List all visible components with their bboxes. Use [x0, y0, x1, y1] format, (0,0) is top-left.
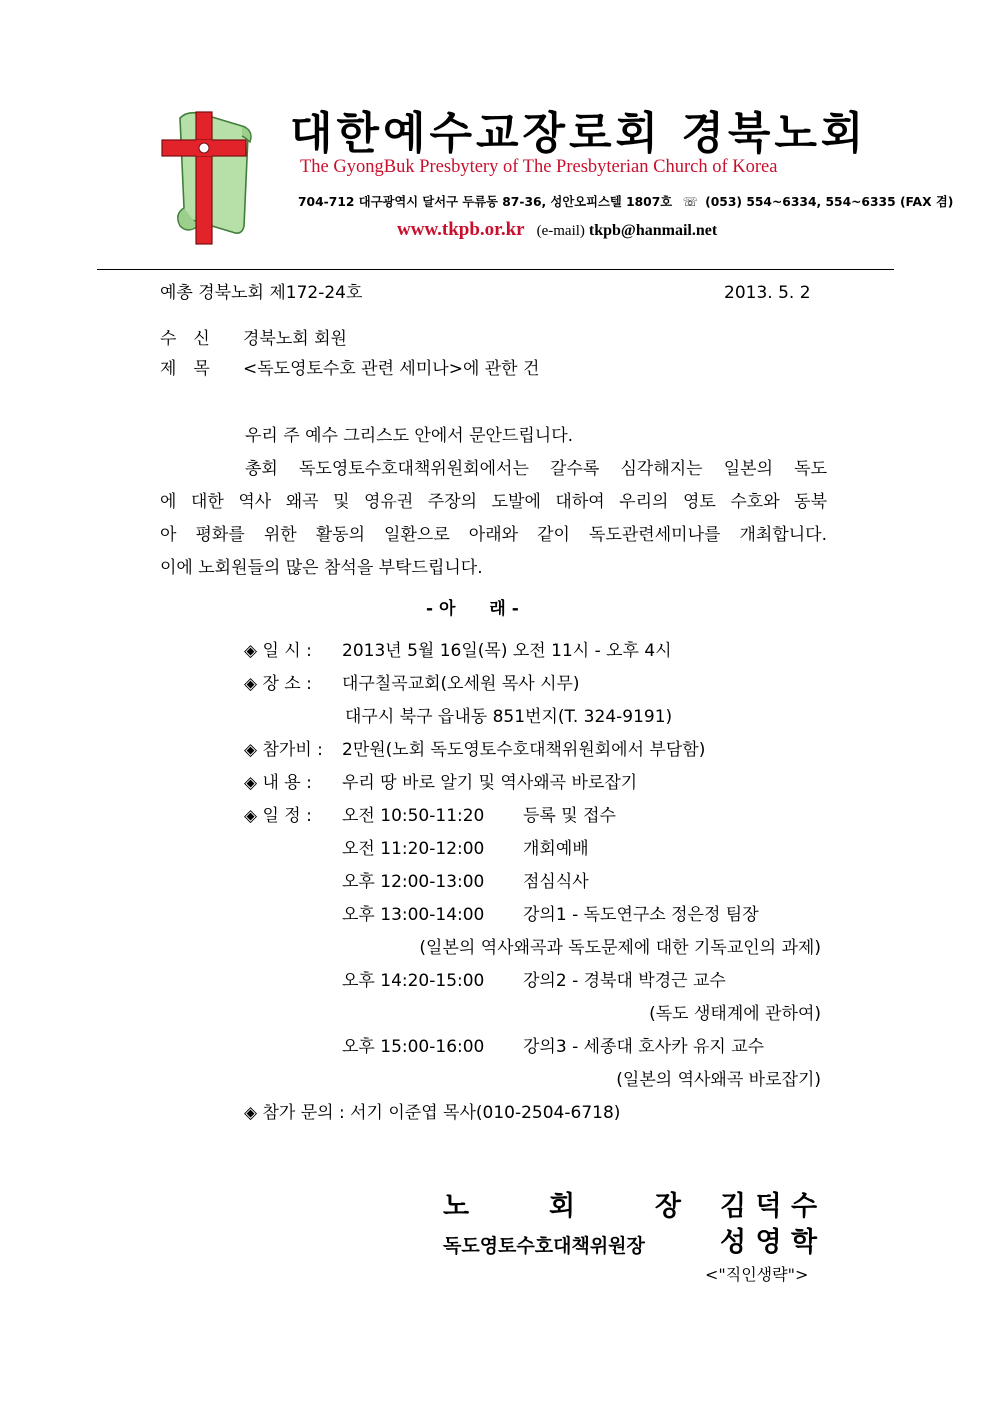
schedule-event: 개회예배: [523, 839, 589, 859]
greeting: 우리 주 예수 그리스도 안에서 문안드립니다.: [245, 426, 574, 446]
date-value: 2013년 5월 16일(목) 오전 11시 - 오후 4시: [342, 641, 672, 661]
email-label: (e-mail): [536, 223, 585, 239]
address: 704-712 대구광역시 달서구 두류동 87-36, 성안오피스텔 1807호: [298, 195, 673, 209]
diamond-bullet-icon: ◈: [244, 773, 258, 793]
diamond-bullet-icon: ◈: [244, 674, 258, 694]
document-date: 2013. 5. 2: [724, 283, 811, 303]
place-value: 대구칠곡교회(오세원 목사 시무): [342, 674, 580, 694]
schedule-note: (독도 생태계에 관하여): [649, 1004, 821, 1024]
phone-number: (053) 554~6334, 554~6335 (FAX 겸): [705, 195, 954, 209]
seal-omitted-note: <"직인생략">: [705, 1265, 809, 1284]
schedule-event: 강의2 - 경북대 박경근 교수: [523, 971, 726, 991]
schedule-note: (일본의 역사왜곡과 독도문제에 대한 기독교인의 과제): [419, 938, 821, 958]
content-label: 내 용 :: [262, 773, 312, 793]
detail-schedule: [244, 805, 312, 827]
recipient-label: 수 신: [160, 329, 210, 349]
subject-label: 제 목: [160, 359, 210, 379]
website-link[interactable]: www.tkpb.or.kr: [397, 219, 525, 240]
date-label: 일 시 :: [262, 641, 312, 661]
cross-scroll-icon: [158, 108, 258, 248]
fee-value: 2만원(노회 독도영토수호대책위원회에서 부담함): [342, 740, 706, 760]
document-number: 예총 경북노회 제172-24호: [160, 283, 363, 303]
signer-name: 김 덕 수: [720, 1191, 818, 1222]
web-line: [397, 218, 717, 243]
detail-place: [244, 673, 312, 695]
schedule-time: 오전 10:50-11:20: [342, 806, 485, 826]
inquiry-label: 참가 문의 :: [262, 1103, 345, 1123]
section-title: - 아 래 -: [426, 599, 519, 619]
phone-icon: ☏: [682, 195, 698, 209]
content-value: 우리 땅 바로 알기 및 역사왜곡 바로잡기: [342, 773, 638, 793]
schedule-event: 강의3 - 세종대 호사카 유지 교수: [523, 1037, 765, 1057]
schedule-time: 오후 12:00-13:00: [342, 872, 485, 892]
recipient: 경북노회 회원: [243, 329, 347, 349]
detail-content: [244, 772, 312, 794]
header-divider: [97, 269, 894, 270]
schedule-event: 점심식사: [523, 872, 589, 892]
detail-inquiry: [244, 1102, 620, 1124]
paragraph-line: 에 대한 역사 왜곡 및 영유권 주장의 도발에 대하여 우리의 영토 수호와 동북: [160, 492, 827, 512]
place-address: 대구시 북구 읍내동 851번지(T. 324-9191): [345, 707, 673, 727]
detail-date: [244, 640, 312, 662]
diamond-bullet-icon: ◈: [244, 1103, 258, 1123]
detail-fee: [244, 739, 323, 761]
org-name-korean: 대한예수교장로회 경북노회: [290, 108, 868, 159]
signer-title: 독도영토수호대책위원장: [443, 1235, 645, 1257]
email-address[interactable]: tkpb@hanmail.net: [588, 222, 718, 239]
signer-title: 노 회 장: [443, 1191, 681, 1222]
signer-name: 성 영 학: [720, 1227, 818, 1258]
org-name-english: The GyongBuk Presbytery of The Presbyterian Church of Korea: [300, 157, 778, 177]
schedule-event: 강의1 - 독도연구소 정은정 팀장: [523, 905, 759, 925]
diamond-bullet-icon: ◈: [244, 740, 258, 760]
schedule-time: 오후 15:00-16:00: [342, 1037, 485, 1057]
paragraph-line: 총회 독도영토수호대책위원회에서는 갈수록 심각해지는 일본의 독도: [245, 459, 827, 479]
paragraph-line: 아 평화를 위한 활동의 일환으로 아래와 같이 독도관련세미나를 개최합니다.: [160, 525, 827, 545]
subject: <독도영토수호 관련 세미나>에 관한 건: [243, 359, 540, 379]
schedule-label: 일 정 :: [262, 806, 312, 826]
presbytery-logo: [158, 108, 258, 248]
paragraph-line: 이에 노회원들의 많은 참석을 부탁드립니다.: [160, 558, 483, 578]
inquiry-value: 서기 이준엽 목사(010-2504-6718): [350, 1103, 621, 1123]
schedule-note: (일본의 역사왜곡 바로잡기): [616, 1070, 821, 1090]
fee-label: 참가비 :: [262, 740, 323, 760]
schedule-time: 오후 13:00-14:00: [342, 905, 485, 925]
contact-line: [298, 194, 953, 210]
schedule-time: 오전 11:20-12:00: [342, 839, 485, 859]
diamond-bullet-icon: ◈: [244, 641, 258, 661]
schedule-event: 등록 및 접수: [523, 806, 616, 826]
diamond-bullet-icon: ◈: [244, 806, 258, 826]
schedule-time: 오후 14:20-15:00: [342, 971, 485, 991]
place-label: 장 소 :: [262, 674, 312, 694]
